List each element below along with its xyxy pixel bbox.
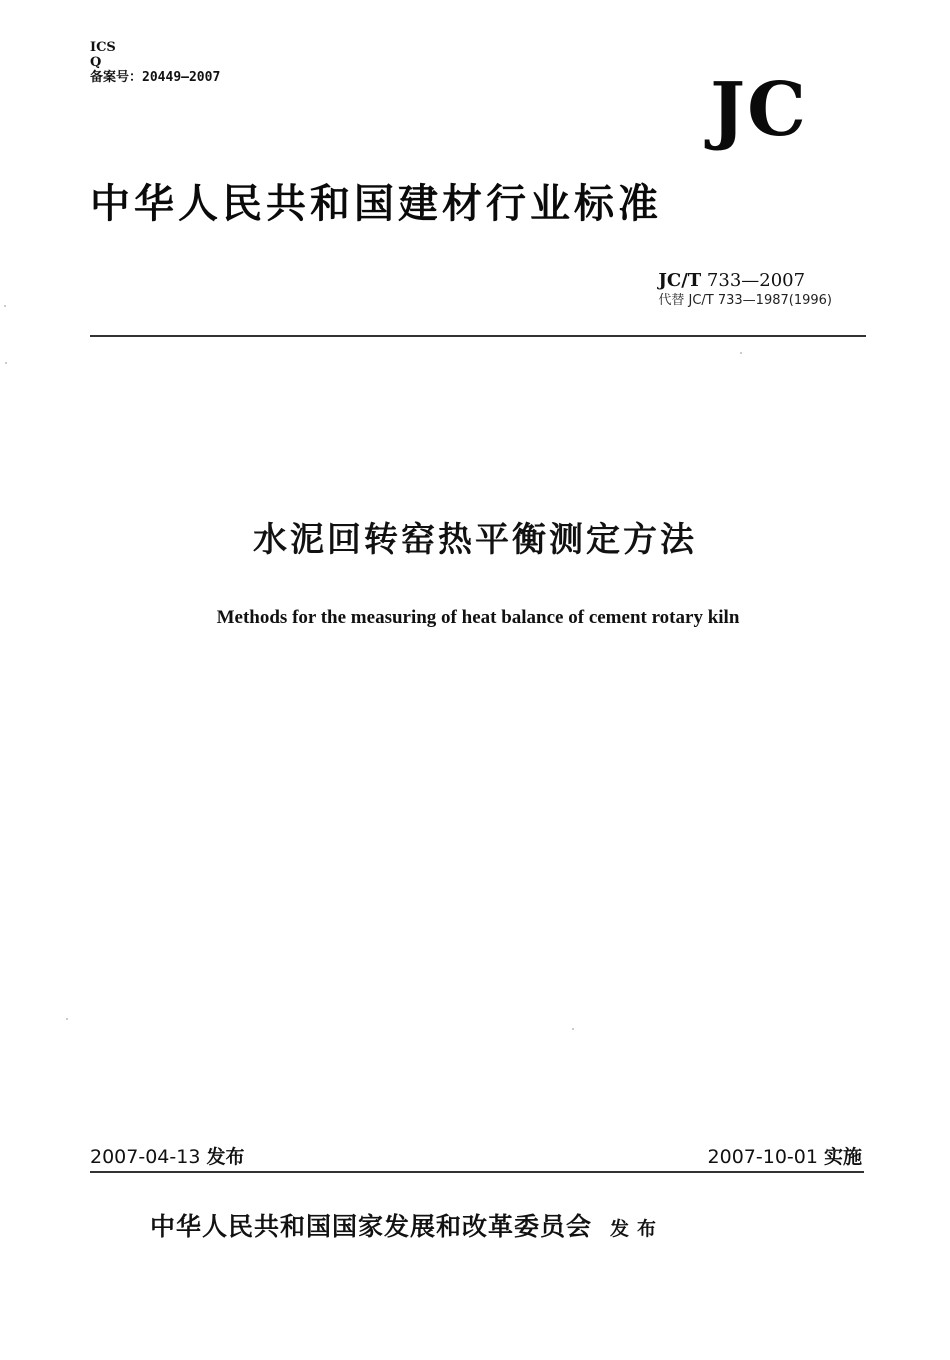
scan-speck: [4, 305, 6, 307]
document-title-english: Methods for the measuring of heat balance of cement rotary kiln: [216, 607, 740, 628]
replaces-standard: 代替 JC/T 733—1987(1996): [658, 293, 832, 308]
issue-date: [90, 1144, 244, 1170]
standard-code-prefix: JC/T: [658, 270, 702, 291]
scan-speck: [5, 362, 7, 364]
record-number: [90, 70, 220, 85]
footer-divider: [90, 1171, 864, 1173]
header-divider: [90, 335, 866, 337]
scan-speck: [740, 352, 742, 354]
implementation-date: [708, 1144, 862, 1170]
standard-code-number: 733—2007: [701, 270, 806, 291]
industry-code-mark: JC: [710, 67, 808, 153]
ics-label: ICS: [90, 40, 116, 55]
scan-speck: [572, 1028, 574, 1030]
record-number-value: 20449—2007: [142, 70, 221, 85]
publisher-line: [150, 1209, 664, 1247]
scan-speck: [66, 1018, 68, 1020]
standard-code: [658, 270, 832, 292]
issue-date-value: 2007-04-13: [90, 1146, 201, 1168]
implementation-date-label: 实施: [823, 1146, 862, 1168]
standard-number-block: [658, 270, 832, 310]
ccs-label: Q: [90, 55, 102, 70]
document-title-chinese: 水泥回转窑热平衡测定方法: [253, 520, 697, 560]
implementation-date-value: 2007-10-01: [707, 1146, 818, 1168]
publisher-name: 中华人民共和国国家发展和改革委员会: [150, 1212, 593, 1241]
record-number-label: 备案号：: [90, 70, 143, 85]
issue-date-label: 发布: [206, 1146, 245, 1168]
publisher-action: 发布: [610, 1218, 665, 1240]
standard-category-title: 中华人民共和国建材行业标准: [90, 181, 662, 227]
classification-block: [90, 40, 220, 85]
